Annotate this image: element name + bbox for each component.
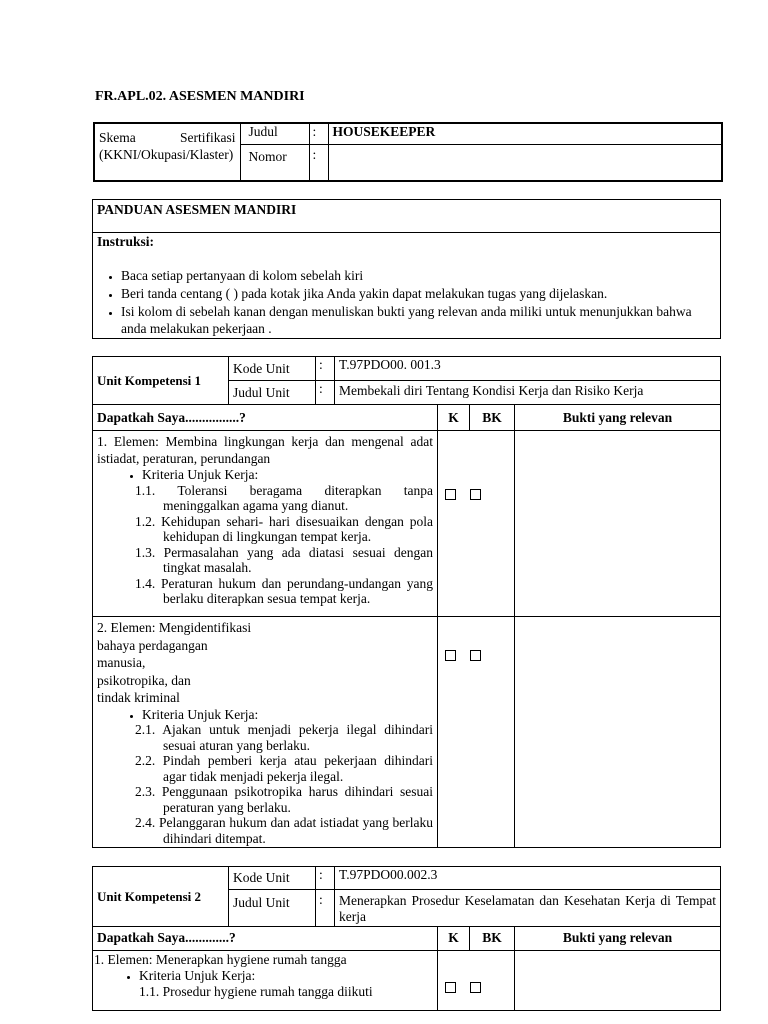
unit2-col-bk: BK (470, 927, 515, 951)
k-checkbox[interactable] (445, 489, 456, 500)
skema-label: Skema Sertifikasi (KKNI/Okupasi/Klaster) (94, 123, 240, 181)
kuk-item: 1.4. Peraturan hukum dan perundang-undangan yang berlaku diterapkan sesua tempat kerja. (135, 575, 433, 606)
unit2-col-k: K (438, 927, 470, 951)
judul-colon: : (309, 123, 328, 144)
bk-checkbox[interactable] (470, 650, 481, 661)
page-title: FR.APL.02. ASESMEN MANDIRI (95, 89, 305, 104)
kuk-item: 1.3. Permasalahan yang ada diatasi sesuai dengan tingkat masalah. (135, 544, 433, 575)
kuk-item: 2.1. Ajakan untuk menjadi pekerja ilegal dihindari sesuai aturan yang berlaku. (135, 722, 433, 753)
unit1-kode-label: Kode Unit (229, 357, 316, 381)
unit2-elemen1 (93, 951, 438, 1011)
bk-checkbox[interactable] (470, 489, 481, 500)
unit1-assessment-table (92, 404, 721, 848)
unit2-kode-colon: : (316, 867, 335, 890)
unit1-table (92, 356, 721, 405)
unit2-kode-value: T.97PDO00.002.3 (335, 867, 721, 890)
unit1-col-bukti: Bukti yang relevan (515, 405, 721, 431)
kuk-item: 2.4. Pelanggaran hukum dan adat istiadat yang berlaku dihindari ditempat. (135, 815, 433, 846)
unit2-judul-colon: : (316, 890, 335, 927)
unit1-elemen1 (93, 431, 438, 617)
unit2-elemen1-bukti[interactable] (515, 951, 721, 1011)
kuk-item: 2.2. Pindah pemberi kerja atau pekerjaan dihindari agar tidak menjadi pekerja ilegal. (135, 753, 433, 784)
panduan-body (93, 233, 721, 339)
unit1-judul-colon: : (316, 381, 335, 405)
bk-checkbox[interactable] (470, 982, 481, 993)
kuk-item: 1.1. Prosedur hygiene rumah tangga diikuti (139, 983, 373, 999)
unit1-elemen2 (93, 617, 438, 848)
unit2-table (92, 866, 721, 927)
instruksi-item: • Beri tanda centang ( ) pada kotak jika Anda yakin dapat melakukan tugas yang dijelaskan. (121, 285, 716, 303)
unit2-judul-label: Judul Unit (229, 890, 316, 927)
elemen1-kuk (97, 467, 433, 483)
unit2-judul-value: Menerapkan Prosedur Keselamatan dan Kesehatan Kerja di Tempat kerja (335, 890, 721, 927)
elemen2-title-line: manusia, (97, 655, 146, 670)
elemen2-title-line: tindak kriminal (97, 690, 180, 705)
elemen1-bukti[interactable] (515, 431, 721, 617)
unit2-label: Unit Kompetensi 2 (93, 867, 229, 927)
panduan-heading: PANDUAN ASESMEN MANDIRI (93, 200, 721, 233)
instruksi-item: • Baca setiap pertanyaan di kolom sebelah kiri (121, 267, 716, 285)
elemen1-checkboxes (438, 431, 515, 617)
unit1-judul-label: Judul Unit (229, 381, 316, 405)
kuk-label: • Kriteria Unjuk Kerja: (142, 707, 433, 723)
nomor-label: Nomor (240, 144, 309, 181)
unit1-col-k: K (438, 405, 470, 431)
judul-label: Judul (240, 123, 309, 144)
instruksi-item: • Isi kolom di sebelah kanan dengan menuliskan bukti yang relevan anda miliki untuk menunjukkan bahwa anda melakukan pekerjaan . (121, 303, 716, 337)
kuk-label: • Kriteria Unjuk Kerja: (139, 968, 433, 984)
unit1-judul-value: Membekali diri Tentang Kondisi Kerja dan Risiko Kerja (335, 381, 721, 405)
unit2-elemen1-checkboxes (438, 951, 515, 1011)
elemen2-title-line: bahaya perdagangan (97, 637, 208, 653)
unit2-col-bukti: Bukti yang relevan (515, 927, 721, 951)
k-checkbox[interactable] (445, 982, 456, 993)
elemen2-bukti[interactable] (515, 617, 721, 848)
unit1-kode-value: T.97PDO00. 001.3 (335, 357, 721, 381)
nomor-colon: : (309, 144, 328, 181)
unit2-kode-label: Kode Unit (229, 867, 316, 890)
kuk-label: • Kriteria Unjuk Kerja: (142, 467, 433, 483)
elemen1-title: 1. Elemen: Membina lingkungan kerja dan mengenal adat istiadat, peraturan, perundangan (97, 434, 433, 466)
elemen2-title-line: psikotropika, dan (97, 672, 191, 688)
nomor-value (328, 144, 722, 181)
unit2-col-question: Dapatkah Saya.............? (93, 927, 438, 951)
unit2-elemen1-kuk (94, 968, 433, 984)
unit1-kode-colon: : (316, 357, 335, 381)
kuk-item: 2.3. Penggunaan psikotropika harus dihindari sesuai peraturan yang berlaku. (135, 784, 433, 815)
unit2-elemen1-title: 1. Elemen: Menerapkan hygiene rumah tangga (94, 952, 347, 967)
kuk-item: 1.1. Toleransi beragama diterapkan tanpa meninggalkan agama yang dianut. (135, 482, 433, 513)
skema-table (93, 122, 723, 182)
unit1-col-bk: BK (470, 405, 515, 431)
judul-value: HOUSEKEEPER (328, 123, 722, 144)
k-checkbox[interactable] (445, 650, 456, 661)
unit1-label: Unit Kompetensi 1 (93, 357, 229, 405)
elemen2-title-line: 2. Elemen: Mengidentifikasi (97, 620, 252, 635)
unit2-assessment-table (92, 926, 721, 1011)
elemen2-checkboxes (438, 617, 515, 848)
instruksi-label: Instruksi: (97, 234, 155, 249)
unit1-col-question: Dapatkah Saya................? (93, 405, 438, 431)
panduan-table (92, 199, 721, 339)
instruksi-list (97, 267, 716, 337)
elemen2-kuk (97, 707, 433, 723)
kuk-item: 1.2. Kehidupan sehari- hari disesuaikan dengan pola kehidupan di lingkungan tempat kerja. (135, 513, 433, 544)
